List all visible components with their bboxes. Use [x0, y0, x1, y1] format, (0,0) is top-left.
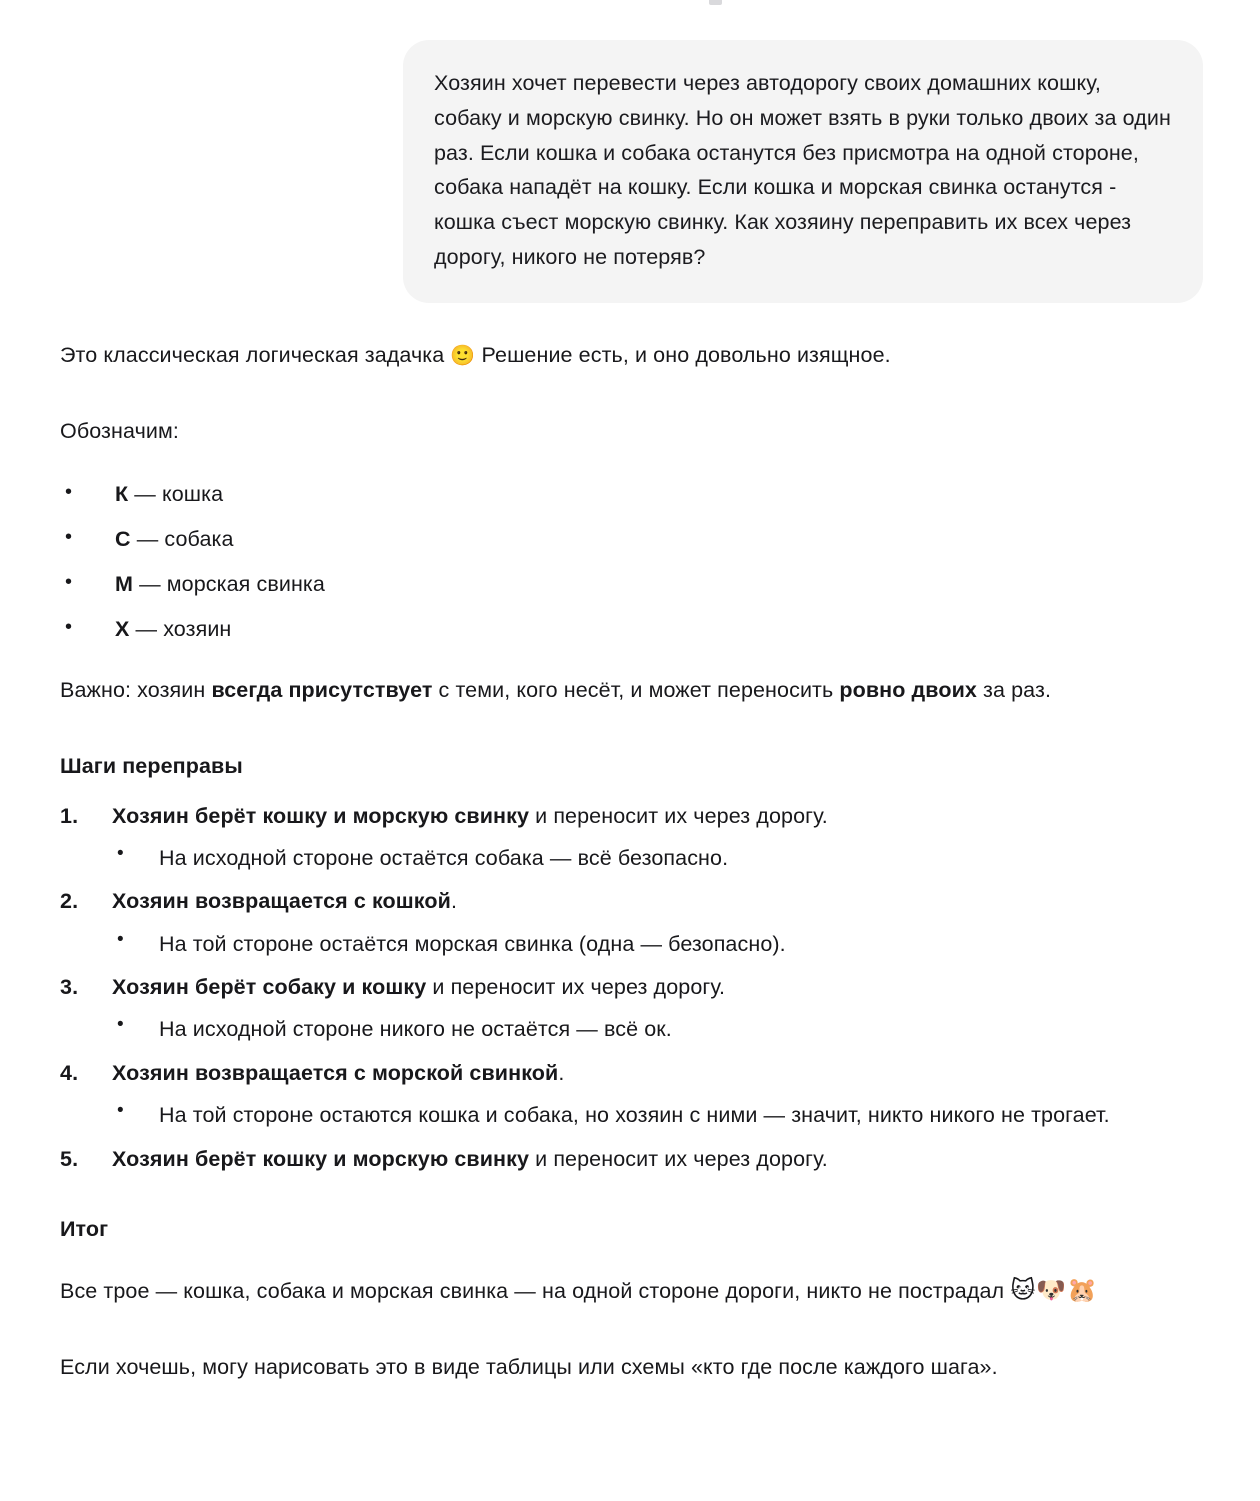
notation-term: С: [115, 527, 131, 551]
substep-list: [112, 1099, 1200, 1132]
list-item: • На той стороне остаётся морская свинка (одна — безопасно).: [112, 928, 1200, 961]
step-bold-text: Хозяин берёт собаку и кошку: [112, 975, 427, 1000]
user-message-text: Хозяин хочет перевести через автодорогу своих домашних кошку, собаку и морскую свинку. Но он может взять в руки только двоих за один раз. Если кошка и собака останутся без присмотра на одной стороне, собака нападёт на кошку. Если кошка и морская свинка останутся - кошка съест морскую свинку. Как хозяину переправить их всех через дорогу, никого не потеряв?: [434, 71, 1171, 270]
step-body: [112, 889, 457, 913]
step-body: [112, 975, 725, 999]
notation-dash: —: [129, 617, 164, 642]
step-bold-text: Хозяин возвращается с морской свинкой: [112, 1061, 559, 1086]
notation-dash: —: [128, 481, 162, 506]
assistant-intro-paragraph: [60, 339, 1200, 373]
notation-term: Х: [115, 617, 130, 642]
important-text-3: за раз.: [976, 678, 1052, 703]
list-item: • На исходной стороне остаётся собака — всё безопасно.: [112, 842, 1200, 875]
list-item: • На той стороне остаются кошка и собака, но хозяин с ними — значит, никто никого не трогает.: [112, 1099, 1200, 1132]
important-note-paragraph: [60, 674, 1200, 708]
notation-meaning: морская свинка: [166, 572, 325, 597]
intro-text-before-emoji: Это классическая логическая задачка: [60, 342, 451, 367]
notation-meaning: кошка: [161, 481, 224, 506]
list-item: [60, 972, 1200, 1046]
important-bold-2: ровно двоих: [839, 678, 977, 703]
step-body: [112, 1061, 564, 1085]
list-item: • На исходной стороне никого не остаётся — всё ок.: [112, 1013, 1200, 1046]
step-rest-text: .: [558, 1061, 565, 1086]
step-body: [112, 1147, 828, 1171]
substep-list: [112, 842, 1200, 875]
list-item: [60, 1058, 1200, 1132]
important-text-2: с теми, кого несёт, и может переносить: [432, 678, 840, 703]
transfer-steps-list: [60, 801, 1200, 1176]
result-heading: Итог: [60, 1217, 109, 1242]
assistant-message: [0, 303, 1260, 1385]
notation-meaning: собака: [164, 527, 234, 551]
step-bold-text: Хозяин берёт кошку и морскую свинку: [112, 1146, 530, 1171]
important-text-1: Важно: хозяин: [60, 678, 212, 703]
step-body: [112, 804, 828, 828]
step-rest-text: .: [450, 889, 458, 914]
step-rest-text: и переносит их через дорогу.: [529, 803, 828, 828]
closing-offer-paragraph: Если хочешь, могу нарисовать это в виде таблицы или схемы «кто где после каждого шага».: [60, 1355, 998, 1380]
slightly-smiling-face-icon: 🙂: [450, 342, 476, 367]
substep-list: [112, 928, 1200, 961]
user-message-bubble[interactable]: [403, 40, 1203, 303]
step-rest-text: и переносит их через дорогу.: [426, 975, 726, 1000]
result-paragraph: [60, 1275, 1200, 1309]
result-text: Все трое — кошка, собака и морская свинка — на одной стороне дороги, никто не пострадал: [60, 1279, 1005, 1304]
notation-label: Обозначим:: [60, 418, 179, 443]
list-item: [60, 524, 1200, 554]
step-bold-text: Хозяин берёт кошку и морскую свинку: [112, 803, 530, 828]
steps-heading: Шаги переправы: [60, 754, 243, 779]
step-rest-text: и переносит их через дорогу.: [529, 1146, 828, 1171]
list-item: [60, 801, 1200, 875]
intro-text-after-emoji: Решение есть, и оно довольно изящное.: [475, 342, 891, 367]
substep-list: [112, 1013, 1200, 1046]
notation-meaning: хозяин: [163, 617, 232, 642]
list-item: [60, 614, 1200, 644]
list-item: [60, 479, 1200, 509]
notation-dash: —: [130, 527, 165, 551]
step-bold-text: Хозяин возвращается с кошкой: [112, 889, 451, 914]
list-item: [60, 886, 1200, 960]
notation-list: [60, 479, 1200, 644]
important-bold-1: всегда присутствует: [211, 678, 433, 703]
list-item: [60, 569, 1200, 599]
user-message-row: [0, 0, 1260, 303]
animal-emoji-group-icon: 🐱🐶🐹: [1010, 1276, 1099, 1305]
notation-dash: —: [133, 572, 167, 597]
notation-term: М: [115, 572, 134, 597]
notation-term: К: [115, 481, 129, 506]
list-item: [60, 1144, 1200, 1175]
